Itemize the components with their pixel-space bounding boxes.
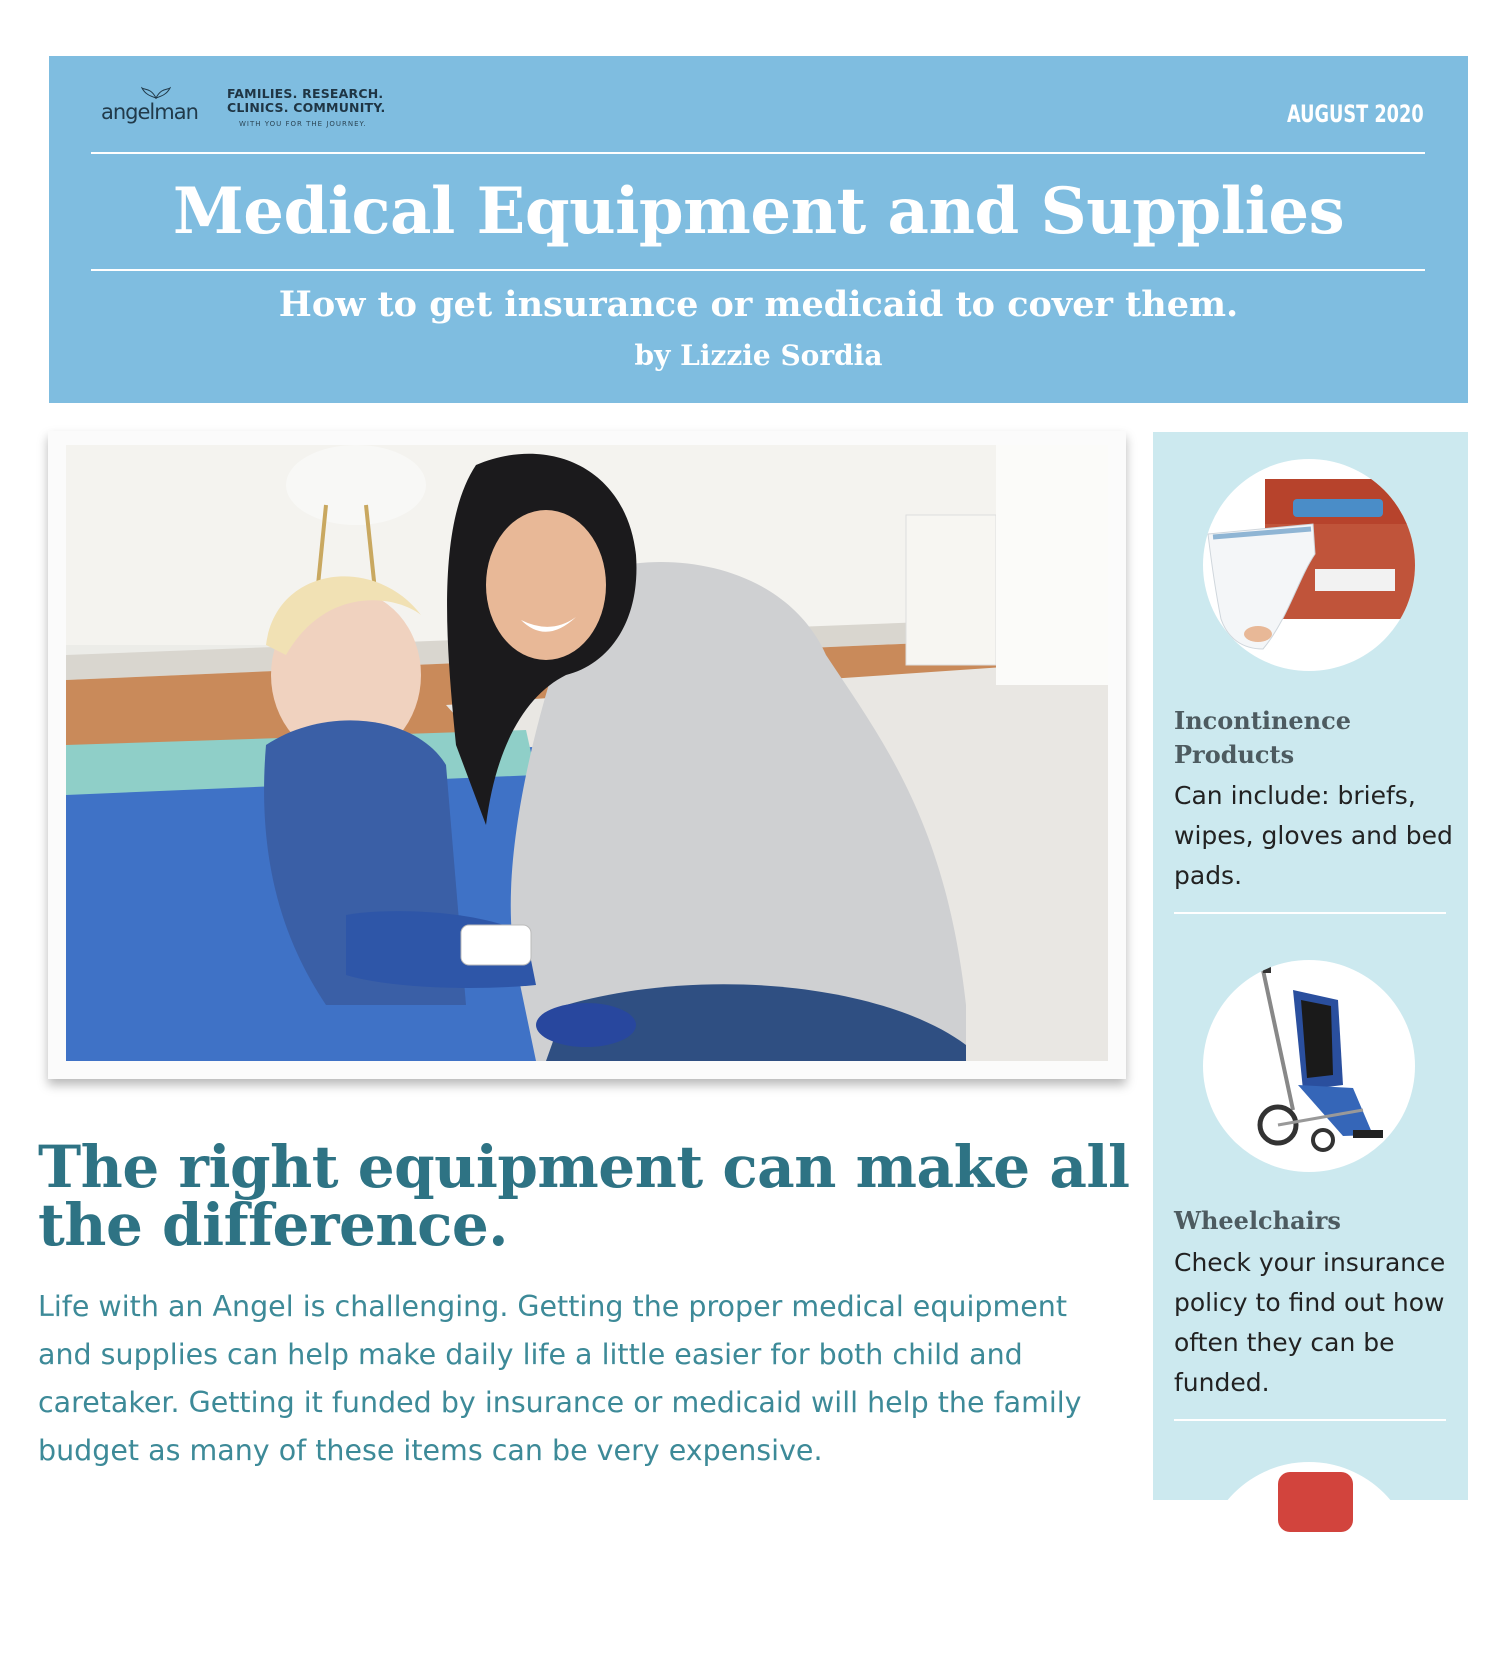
- sidebar-divider: [1174, 912, 1446, 914]
- page-subtitle: How to get insurance or medicaid to cover them.: [278, 284, 1239, 325]
- intro-paragraph: Life with an Angel is challenging. Getting the proper medical equipment and supplies can help make daily life a little easier for both child and caretaker. Getting it funded by insurance or medicaid will help the family budget as many of these items can be very expensive.: [38, 1290, 1082, 1467]
- card-text-incontinence: Can include: briefs, wipes, gloves and bed pads.: [1174, 781, 1453, 890]
- section-headline: The right equipment can make all the difference.: [38, 1133, 1130, 1259]
- header-divider-top: [91, 152, 1425, 154]
- sidebar: [1153, 432, 1468, 1500]
- brief-package-icon: [1203, 459, 1415, 671]
- angelman-logo[interactable]: [101, 86, 431, 134]
- hero-photo-frame: [48, 431, 1126, 1079]
- card-text-wheelchairs: Check your insurance policy to find out how often they can be funded.: [1174, 1248, 1446, 1397]
- issue-date: AUGUST 2020: [1287, 100, 1424, 128]
- author-byline: by Lizzie Sordia: [634, 339, 883, 372]
- incontinence-products-image: [1203, 459, 1415, 671]
- card-title-incontinence: Incontinence Products: [1174, 706, 1351, 769]
- logo-tagline-line1: FAMILIES. RESEARCH.: [227, 86, 384, 101]
- hero-photo: [66, 445, 1108, 1061]
- next-product-image: [1203, 1462, 1415, 1674]
- page-title: Medical Equipment and Supplies: [172, 174, 1345, 249]
- logo-wordmark: angelman: [101, 100, 198, 124]
- card-title-wheelchairs: Wheelchairs: [1174, 1206, 1341, 1235]
- wheelchair-image: [1203, 960, 1415, 1172]
- mother-child-photo-illustration: [66, 445, 1108, 1061]
- chair-icon: [1203, 1462, 1415, 1674]
- sidebar-divider: [1174, 1419, 1446, 1421]
- angel-wings-icon: [141, 86, 171, 100]
- wheelchair-icon: [1203, 960, 1415, 1172]
- header-divider-bottom: [91, 269, 1425, 271]
- logo-tagline-line3: WITH YOU FOR THE JOURNEY.: [239, 120, 367, 128]
- header-banner: [49, 56, 1468, 403]
- logo-tagline-line2: CLINICS. COMMUNITY.: [227, 100, 386, 115]
